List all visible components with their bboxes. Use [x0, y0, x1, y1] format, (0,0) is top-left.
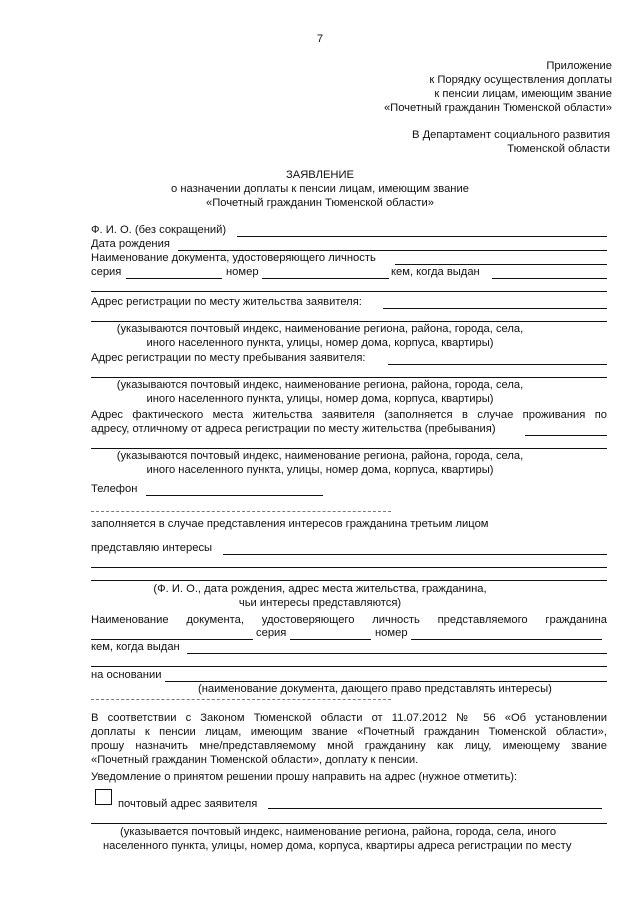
- basis-line[interactable]: [165, 681, 607, 682]
- document-subtitle-2: «Почетный гражданин Тюменской области»: [205, 197, 435, 209]
- reg-address-hint-1: (указываются почтовый индекс, наименование региона, района, города, села,: [116, 323, 524, 335]
- postal-address-line[interactable]: [268, 808, 602, 809]
- appendix-line-4: «Почетный гражданин Тюменской области»: [383, 102, 612, 114]
- postal-address-line-2[interactable]: [91, 823, 607, 824]
- represent-label: представляю интересы: [91, 542, 213, 554]
- tp-doc-label: Наименование документа, удостоверяющего личность представляемого гражданина: [91, 614, 607, 626]
- postal-address-hint-2: населенного пункта, улицы, номер дома, корпуса, квартиры адреса регистрации по месту: [103, 840, 572, 852]
- addressee-line-2: Тюменской области: [507, 143, 610, 155]
- id-doc-line[interactable]: [395, 264, 607, 265]
- phone-label: Телефон: [91, 483, 138, 495]
- page-number: 7: [316, 33, 324, 45]
- basis-label: на основании: [91, 669, 162, 681]
- birth-date-label: Дата рождения: [91, 238, 170, 250]
- series-line[interactable]: [126, 278, 222, 279]
- reg-address-hint-2: иного населенного пункта, улицы, номер дома, корпуса, квартиры): [146, 337, 494, 349]
- dashed-separator-1: [91, 511, 391, 512]
- reg-address-line[interactable]: [383, 308, 607, 309]
- actual-address-line[interactable]: [525, 435, 607, 436]
- dashed-separator-2: [91, 699, 391, 700]
- reg-address-line-2[interactable]: [91, 321, 607, 322]
- statement-line-4: «Почетный гражданин Тюменской области», доплату к пенсии.: [91, 754, 419, 766]
- statement-line-3: прошу назначить мне/представляемому мной гражданину как лицу, имеющему звание: [91, 740, 607, 752]
- appendix-line-1: Приложение: [546, 60, 612, 72]
- postal-address-hint-1: (указывается почтовый индекс, наименование региона, района, города, села, иного: [120, 826, 557, 838]
- statement-line-1: В соответствии с Законом Тюменской области от 11.07.2012 № 56 «Об установлении: [91, 712, 607, 724]
- issued-by-line[interactable]: [492, 278, 607, 279]
- actual-address-label-1: Адрес фактического места жительства заявителя (заполняется в случае проживания по: [91, 409, 607, 421]
- statement-line-2: доплаты к пенсии лицам, имеющим звание «Почетный гражданин Тюменской области»,: [91, 726, 607, 738]
- issued-by-line-2[interactable]: [91, 291, 607, 292]
- postal-address-label: почтовый адрес заявителя: [118, 798, 258, 810]
- tp-issued-line-2[interactable]: [91, 666, 607, 667]
- stay-address-line[interactable]: [388, 364, 607, 365]
- actual-address-hint-2: иного населенного пункта, улицы, номер дома, корпуса, квартиры): [146, 464, 494, 476]
- represent-line-2[interactable]: [91, 567, 607, 568]
- number-label: номер: [226, 266, 259, 278]
- tp-series-label: серия: [256, 627, 287, 639]
- notification-instruction: Уведомление о принятом решении прошу направить на адрес (нужное отметить):: [91, 771, 518, 783]
- actual-address-hint-1: (указываются почтовый индекс, наименование региона, района, города, села,: [116, 450, 524, 462]
- reg-address-label: Адрес регистрации по месту жительства заявителя:: [91, 296, 362, 308]
- tp-number-label: номер: [375, 627, 408, 639]
- number-line[interactable]: [262, 278, 389, 279]
- addressee-line-1: В Департамент социального развития: [412, 129, 610, 141]
- represent-hint-2: чьи интересы представляются): [238, 597, 402, 609]
- represent-hint-1: (Ф. И. О., дата рождения, адрес места жительства, гражданина,: [153, 583, 487, 595]
- appendix-line-3: к пенсии лицам, имеющим звание: [434, 88, 612, 100]
- tp-number-line[interactable]: [411, 639, 602, 640]
- stay-address-line-2[interactable]: [91, 377, 607, 378]
- document-title: ЗАЯВЛЕНИЕ: [285, 169, 355, 181]
- actual-address-line-2[interactable]: [91, 448, 607, 449]
- basis-hint: (наименование документа, дающего право представлять интересы): [198, 683, 552, 695]
- stay-address-hint-1: (указываются почтовый индекс, наименование региона, района, города, села,: [116, 379, 524, 391]
- series-label: серия: [91, 266, 122, 278]
- tp-issued-line[interactable]: [187, 653, 607, 654]
- represent-line-3[interactable]: [91, 580, 607, 581]
- id-doc-label: Наименование документа, удостоверяющего личность: [91, 252, 376, 264]
- appendix-line-2: к Порядку осуществления доплаты: [429, 74, 612, 86]
- third-party-note: заполняется в случае представления интересов гражданина третьим лицом: [91, 518, 489, 530]
- tp-doc-line[interactable]: [91, 639, 253, 640]
- fio-line[interactable]: [237, 236, 607, 237]
- postal-address-checkbox[interactable]: [95, 789, 112, 805]
- document-subtitle-1: о назначении доплаты к пенсии лицам, имеющим звание: [171, 183, 469, 195]
- represent-line[interactable]: [223, 554, 607, 555]
- birth-date-line[interactable]: [178, 250, 607, 251]
- tp-series-line[interactable]: [290, 639, 371, 640]
- issued-by-label: кем, когда выдан: [391, 266, 480, 278]
- fio-label: Ф. И. О. (без сокращений): [91, 224, 227, 236]
- stay-address-hint-2: иного населенного пункта, улицы, номер дома, корпуса, квартиры): [146, 393, 494, 405]
- tp-issued-label: кем, когда выдан: [91, 641, 180, 653]
- actual-address-label-2: адресу, отличному от адреса регистрации по месту жительства (пребывания): [91, 423, 496, 435]
- phone-line[interactable]: [146, 495, 323, 496]
- stay-address-label: Адрес регистрации по месту пребывания заявителя:: [91, 352, 366, 364]
